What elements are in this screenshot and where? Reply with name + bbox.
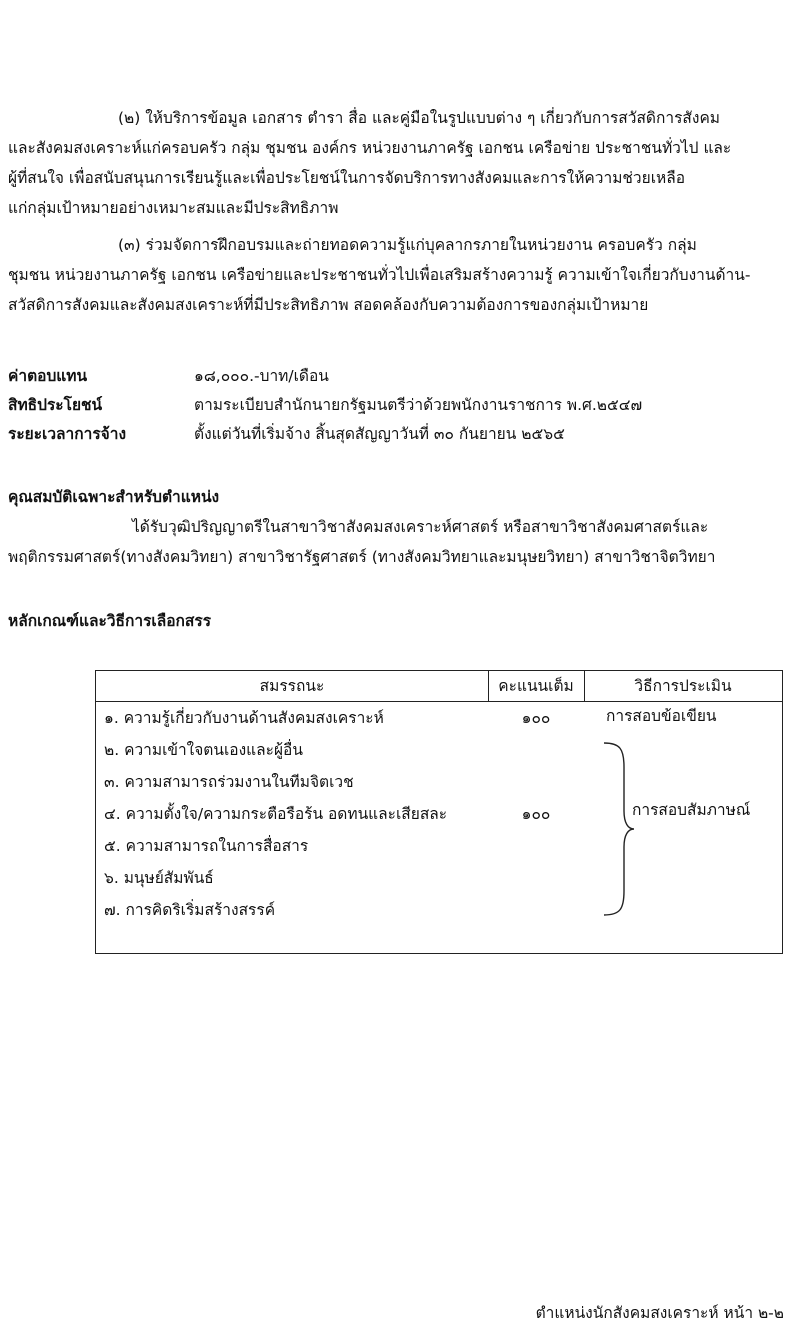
duty-item-3-line: ชุมชน หน่วยงานภาครัฐ เอกชน เครือข่ายและประชาชนทั่วไปเพื่อเสริมสร้างความรู้ ความเข้าใจเกี่ยวกับงานด้าน-	[8, 266, 751, 284]
duty-item-2-line: แก่กลุ่มเป้าหมายอย่างเหมาะสมและมีประสิทธิภาพ	[8, 199, 339, 217]
score-interview: ๑๐๐	[521, 805, 551, 823]
term-value: ตั้งแต่วันที่เริ่มจ้าง สิ้นสุดสัญญาวันที่ ๓๐ กันยายน ๒๕๖๕	[194, 425, 565, 443]
term-value: ๑๘,๐๐๐.-บาท/เดือน	[194, 367, 329, 385]
term-label: สิทธิประโยชน์	[8, 396, 103, 414]
qualifications-heading: คุณสมบัติเฉพาะสำหรับตำแหน่ง	[8, 488, 220, 506]
column-divider	[584, 671, 585, 701]
header-assessment-method: วิธีการประเมิน	[634, 677, 732, 695]
duty-item-3-line: (๓) ร่วมจัดการฝึกอบรมและถ่ายทอดความรู้แก่บุคลากรภายในหน่วยงาน ครอบครัว กลุ่ม	[118, 236, 697, 254]
competency-item: ๗. การคิดริเริ่มสร้างสรรค์	[104, 901, 276, 919]
duty-item-2-line: (๒) ให้บริการข้อมูล เอกสาร ตำรา สื่อ และคู่มือในรูปแบบต่าง ๆ เกี่ยวกับการสวัสดิการสังคม	[118, 109, 721, 127]
term-value: ตามระเบียบสำนักนายกรัฐมนตรีว่าด้วยพนักงานราชการ พ.ศ.๒๕๔๗	[194, 396, 643, 414]
right-brace-icon	[602, 741, 636, 917]
selection-criteria-table	[95, 670, 783, 954]
method-written: การสอบข้อเขียน	[606, 707, 717, 725]
competency-item: ๑. ความรู้เกี่ยวกับงานด้านสังคมสงเคราะห์	[104, 709, 384, 727]
competency-item: ๕. ความสามารถในการสื่อสาร	[104, 837, 309, 855]
duty-item-3	[8, 230, 790, 320]
duty-item-2	[8, 103, 790, 223]
method-interview: การสอบสัมภาษณ์	[632, 801, 751, 819]
qualifications-text	[8, 512, 790, 572]
header-competency: สมรรถนะ	[259, 677, 325, 695]
duty-item-2-line: และสังคมสงเคราะห์แก่ครอบครัว กลุ่ม ชุมชน องค์กร หน่วยงานภาครัฐ เอกชน เครือข่าย ประชาชนทั่วไป และ	[8, 139, 732, 157]
competency-item: ๔. ความตั้งใจ/ความกระตือรือร้น อดทนและเสียสละ	[104, 805, 448, 823]
table-header-row	[96, 671, 782, 702]
score-written: ๑๐๐	[521, 709, 551, 727]
competency-item: ๖. มนุษย์สัมพันธ์	[104, 869, 214, 887]
page-footer: ตำแหน่งนักสังคมสงเคราะห์ หน้า ๒-๒	[535, 1304, 784, 1322]
qualification-line: ได้รับวุฒิปริญญาตรีในสาขาวิชาสังคมสงเคราะห์ศาสตร์ หรือสาขาวิชาสังคมศาสตร์และ	[132, 518, 709, 536]
duty-item-3-line: สวัสดิการสังคมและสังคมสงเคราะห์ที่มีประสิทธิภาพ สอดคล้องกับความต้องการของกลุ่มเป้าหมาย	[8, 296, 649, 314]
competency-item: ๓. ความสามารถร่วมงานในทีมจิตเวช	[104, 773, 354, 791]
competency-item: ๒. ความเข้าใจตนเองและผู้อื่น	[104, 741, 303, 759]
term-label: ค่าตอบแทน	[8, 367, 88, 385]
duty-item-2-line: ผู้ที่สนใจ เพื่อสนับสนุนการเรียนรู้และเพื่อประโยชน์ในการจัดบริการทางสังคมและการให้ความช่วยเหลือ	[8, 169, 686, 187]
header-full-score: คะแนนเต็ม	[498, 677, 574, 695]
qualification-line: พฤติกรรมศาสตร์(ทางสังคมวิทยา) สาขาวิชารัฐศาสตร์ (ทางสังคมวิทยาและมนุษยวิทยา) สาขาวิชาจิตวิทยา	[8, 548, 716, 566]
term-row-benefits	[8, 391, 790, 420]
term-label: ระยะเวลาการจ้าง	[8, 425, 127, 443]
employment-terms	[8, 362, 790, 449]
term-row-duration	[8, 420, 790, 449]
term-row-compensation	[8, 362, 790, 391]
column-divider	[488, 671, 489, 701]
selection-heading: หลักเกณฑ์และวิธีการเลือกสรร	[8, 612, 212, 630]
